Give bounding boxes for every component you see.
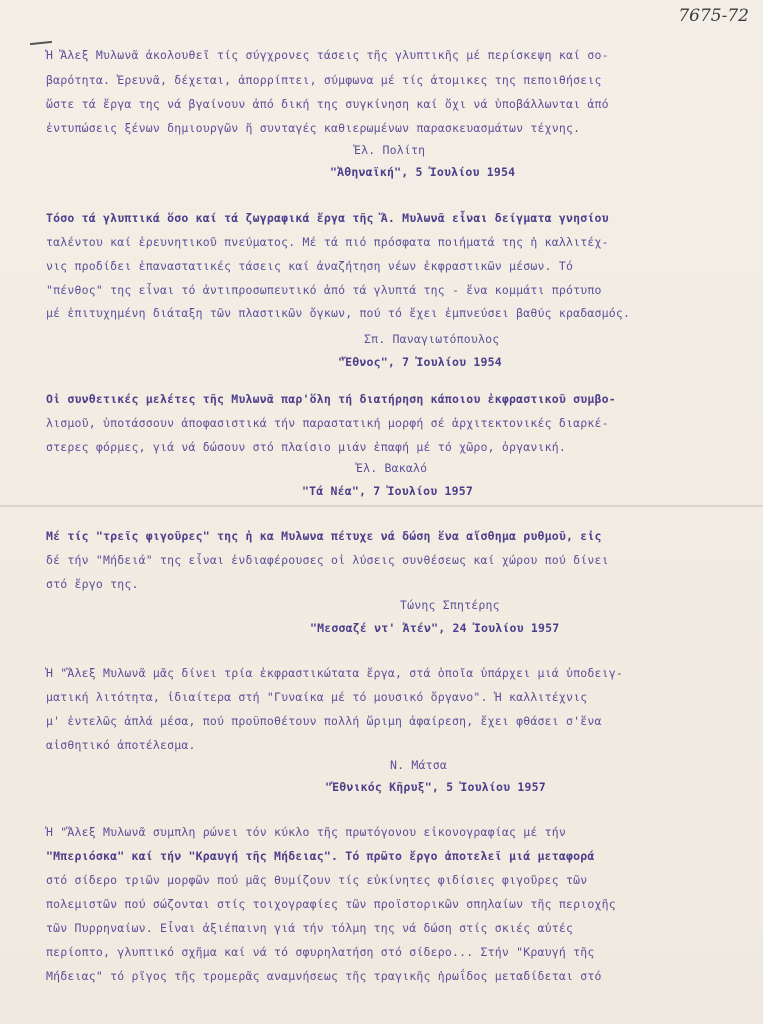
review-4-line-2: δέ τήν "Μήδειά" της εἶναι ἐνδιαφέρουσες οἱ λύσεις συνθέσεως καί χώρου πού δίνει [46, 553, 609, 567]
review-1-author: Ἑλ. Πολίτη [354, 143, 426, 157]
review-5-line-4: αἰσθητικό ἀποτέλεσμα. [46, 738, 196, 752]
review-3-line-2: λισμοῦ, ὑποτάσσουν ἀποφασιστικά τήν παραστατική μορφή σέ ἀρχιτεκτονικές διαρκέ- [46, 416, 609, 430]
review-6-line-5: τῶν Πυρρηναίων. Εἶναι ἀξιέπαινη γιά τήν τόλμη της νά δώση στίς σκιές αὐτές [46, 921, 574, 935]
review-1-line-1: Ἡ Ἄλεξ Μυλωνᾶ ἀκολουθεῖ τίς σύγχρονες τάσεις τῆς γλυπτικῆς μέ περίσκεψη καί σο- [46, 48, 609, 62]
review-3-line-3: στερες φόρμες, γιά νά δώσουν στό πλαίσιο μιάν ἐπαφή μέ τό χῶρο, ὀργανική. [46, 440, 567, 454]
review-4-line-1: Μέ τίς "τρεῖς φιγοῦρες" της ἡ κα Μυλωνα πέτυχε νά δώση ἕνα αἴσθημα ρυθμοῦ, εἰς [46, 529, 602, 543]
review-2-source: "Ἔθνος", 7 Ἰουλίου 1954 [338, 355, 502, 369]
review-4-author: Τώνης Σπητέρης [400, 598, 500, 612]
review-2-line-2: ταλέντου καί ἐρευνητικοῦ πνεύματος. Μέ τά πιό πρόσφατα ποιήματά της ἡ καλλιτέχ- [46, 235, 609, 249]
review-6-line-3: στό σίδερο τριῶν μορφῶν πού μᾶς θυμίζουν τίς εὐκίνητες φιδίσιες φιγοῦρες τῶν [46, 873, 588, 887]
review-4-source: "Μεσσαζέ ντ' Ἀτέν", 24 Ἰουλίου 1957 [310, 621, 560, 635]
review-2-line-5: μέ ἐπιτυχημένη διάταξη τῶν πλαστικῶν ὄγκων, πού τό ἔχει ἐμπνεύσει βαθύς κραδασμός. [46, 306, 631, 320]
review-5-source: "Ἐθνικός Κῆρυξ", 5 Ἰουλίου 1957 [325, 780, 546, 794]
review-6-line-1: Ἡ "Ἄλεξ Μυλωνᾶ συμπλη ρώνει τόν κύκλο τῆς πρωτόγονου εἰκονογραφίας μέ τήν [46, 825, 567, 839]
review-5-line-2: ματική λιτότητα, ἰδιαίτερα στή "Γυναίκα μέ τό μουσικό ὄργανο". Ἡ καλλιτέχνις [46, 690, 588, 704]
review-3-line-1: Οἱ συνθετικές μελέτες τῆς Μυλωνᾶ παρ'ὅλη τή διατήρηση κάποιου ἐκφραστικοῦ συμβο- [46, 392, 616, 406]
paper-fold [0, 505, 763, 507]
review-5-author: Ν. Μάτσα [390, 758, 447, 772]
review-5-line-3: μ' ἐντελῶς ἁπλά μέσα, πού προϋποθέτουν πολλή ὥριμη ἀφαίρεση, ἔχει φθάσει σ'ἕνα [46, 714, 602, 728]
review-1-source: "Ἀθηναϊκή", 5 Ἰουλίου 1954 [330, 165, 516, 179]
review-6-line-4: πολεμιστῶν πού σώζονται στίς τοιχογραφίες τῶν προϊστορικῶν σπηλαίων τῆς περιοχῆς [46, 897, 616, 911]
review-1-line-4: ἐντυπώσεις ξένων δημιουργῶν ἤ συνταγές καθιερωμένων παρασκευασμάτων τέχνης. [46, 121, 581, 135]
review-5-line-1: Ἡ "Ἄλεξ Μυλωνᾶ μᾶς δίνει τρία ἐκφραστικώτατα ἔργα, στά ὁποῖα ὑπάρχει μιά ὑποδειγ- [46, 666, 624, 680]
review-6-line-7: Μήδειας" τό ρῖγος τῆς τρομερᾶς αναμνήσεως τῆς τραγικῆς ἡρωΐδος μεταδίδεται στό [46, 969, 602, 983]
review-2-line-3: νις προδίδει ἐπαναστατικές τάσεις καί ἀναζήτηση νέων ἐκφραστικῶν μέσων. Τό [46, 259, 574, 273]
review-1-line-3: ὥστε τά ἔργα της νά βγαίνουν ἀπό δική της συγκίνηση καί ὄχι νά ὑποβάλλωνται ἀπό [46, 97, 609, 111]
review-6-line-2: "Μπεριόσκα" καί τήν "Κραυγή τῆς Μήδειας". Τό πρῶτο ἔργο ἀποτελεῖ μιά μεταφορά [46, 849, 595, 863]
review-3-source: "Τά Νέα", 7 Ἰουλίου 1957 [302, 484, 473, 498]
review-4-line-3: στό ἔργο της. [46, 577, 139, 591]
pen-mark [30, 41, 52, 45]
review-3-author: Ἑλ. Βακαλό [356, 461, 428, 475]
archive-number: 7675-72 [678, 6, 749, 26]
review-6-line-6: περίοπτο, γλυπτικό σχῆμα καί νά τό σφυρηλατήση στό σίδερο... Στήν "Κραυγή τῆς [46, 945, 595, 959]
review-2-author: Σπ. Παναγιωτόπουλος [364, 332, 500, 346]
review-2-line-1: Τόσο τά γλυπτικά ὅσο καί τά ζωγραφικά ἔργα τῆς Ἄ. Μυλωνᾶ εἶναι δείγματα γνησίου [46, 211, 609, 225]
review-1-line-2: βαρότητα. Ἐρευνᾶ, δέχεται, ἀπορρίπτει, σύμφωνα μέ τίς ἀτομικες της πεποιθήσεις [46, 73, 602, 87]
review-2-line-4: "πένθος" της εἶναι τό ἀντιπροσωπευτικό ἀπό τά γλυπτά της - ἕνα κομμάτι πρότυπο [46, 283, 602, 297]
